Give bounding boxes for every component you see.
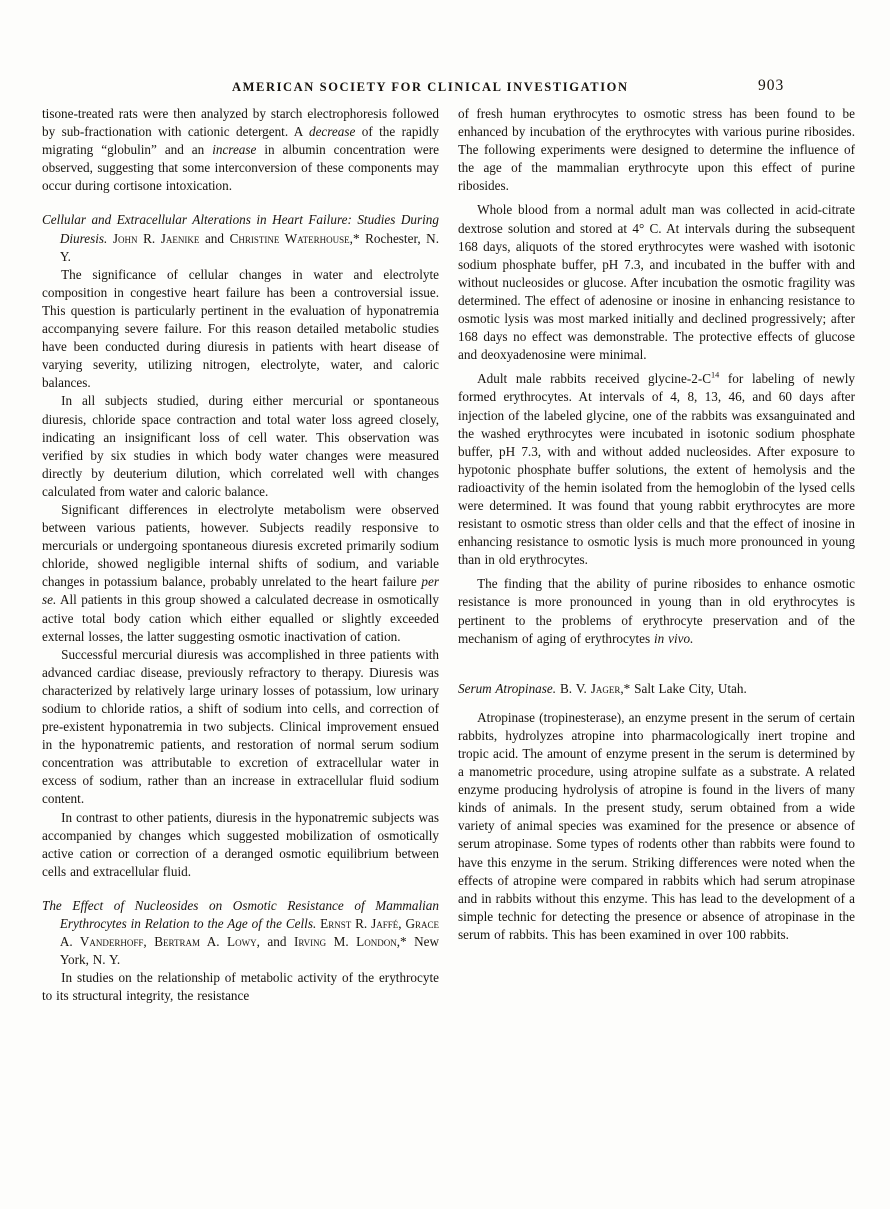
author-names: John R. Jaenike [112, 230, 200, 246]
abstract-heading [42, 211, 439, 265]
text-run: New York, N. Y. [59, 934, 439, 968]
page-number: 903 [758, 77, 785, 94]
two-column-text [42, 105, 855, 1006]
right-column [458, 105, 855, 1006]
author-names: Ernst R. Jaffé, Grace A. Vanderhoff, Bertram A. Lowy, [59, 916, 439, 950]
paragraph [42, 969, 439, 1005]
paragraph [42, 809, 439, 881]
italic-text: The Effect of Nucleosides on Osmotic Resistance of Mammalian Erythrocytes in Relation to the Age of the Cells. [42, 897, 439, 932]
text-run: of fresh human erythrocytes to osmotic stress has been found to be enhanced by incubation of the erythrocytes with various purine ribosides. The following experiments were designed to determine the influence of the age of the mammalian erythrocyte upon this effect of purine ribosides. [458, 106, 855, 194]
text-run: In studies on the relationship of metabolic activity of the erythrocyte to its structural integrity, the resistance [42, 970, 439, 1004]
paragraph [458, 370, 855, 569]
text-run: In contrast to other patients, diuresis in the hyponatremic subjects was accompanied by changes which suggested mobilization of osmotically active cation or correction of a deranged osmotic equilibrium between cells and extracellular fluid. [42, 809, 439, 879]
abstract-heading [42, 897, 439, 969]
text-run: Whole blood from a normal adult man was collected in acid-citrate dextrose solution and stored at 4° C. At intervals during the subsequent 168 days, aliquots of the stored erythrocytes were washed with isotonic sodium phosphate buffer, pH 7.3, and incubated in the buffer with and without nucleosides or glucose. After incubation the osmotic fragility was determined. The effect of adenosine or inosine in enhancing resistance to osmotic lysis was most marked initially and declined progressively; after 168 days no effect was demonstrable. The protective effects of glucose and deoxyadenosine were minimal. [458, 202, 855, 363]
italic-text: Cellular and Extracellular Alterations in Heart Failure: Studies During Diuresis. [42, 212, 439, 246]
paragraph [42, 266, 439, 393]
paragraph [458, 105, 855, 195]
paragraph [42, 392, 439, 501]
text-run: In all subjects studied, during either mercurial or spontaneous diuresis, chloride space contraction and total water loss agreed closely, indicating an insignificant loss of cell water. This observation was verified by six studies in which body water changes were measured directly by deuterium dilution, which correlated well with changes calculated from water and caloric balance. [42, 393, 439, 499]
running-head: AMERICAN SOCIETY FOR CLINICAL INVESTIGATION [232, 80, 629, 94]
author-names: Irving M. London,* [293, 934, 407, 950]
italic-text: increase [212, 142, 257, 158]
text-run: All patients in this group showed a calculated decrease in osmotically active total body cation which either equalled or slightly exceeded external losses, the latter suggesting osmotic inactivation of cation. [42, 592, 439, 644]
paragraph [458, 575, 855, 647]
paragraph [458, 201, 855, 364]
text-run: Salt Lake City, Utah. [630, 680, 747, 696]
text-run: Rochester, N. Y. [59, 230, 439, 264]
text-run: and [259, 934, 294, 950]
text-run: Atropinase (tropinesterase), an enzyme present in the serum of certain rabbits, hydrolyzes atropine into pharmacologically inert tropine and tropic acid. The amount of enzyme present in the serum is determined by a manometric procedure, using atropine sulfate as a substrate. A related enzyme producing hydrolysis of atropine is found in the livers of many kinds of animals. In the present study, serum obtained from a wide variety of animal species was examined for the presence or absence of serum atropinase. Some types of rodents other than rabbits were found to have this enzyme in the serum. Striking differences were noted when the effects of atropine were compared in rabbits which had serum atropinase and in rabbits without this enzyme. This has lead to the development of a simple technic for detecting the presence or absence of atropinase in the serum of rabbits. This has been examined in over 100 rabbits. [458, 709, 855, 942]
text-run: for labeling of newly formed erythrocytes. At intervals of 4, 8, 13, 46, and 60 days after injection of the labeled glycine, one of the rabbits was exsanguinated and the washed erythrocytes were incubated in isotonic sodium phosphate buffer, pH 7.3, with and without added nucleosides. After exposure to hypotonic phosphate buffer solutions, the extent of hemolysis and the radioactivity of the hemin isolated from the hemoglobin of the lysed cells were determined. It was found that young rabbit erythrocytes are more resistant to osmotic stress than older cells and that the effect of inosine in enhancing resistance to osmotic lysis is much more pronounced in young than in old erythrocytes. [458, 371, 855, 568]
text-run: tisone-treated rats were then analyzed by starch electrophoresis followed by sub-fractionation with cationic detergent. A [42, 106, 439, 140]
paragraph [458, 709, 855, 944]
text-run: Successful mercurial diuresis was accomplished in three patients with advanced cardiac disease, previously refractory to therapy. Diuresis was characterized by relatively large urinary losses of potassium, low urinary sodium to chloride ratios, a shift of sodium into cells, and correction of pre-existent hyponatremia in two subjects. Clinical improvement ensued in the hyponatremic patients, and restoration of normal serum sodium concentration was attributable to excretion of extracellular water in excess of sodium, rather than an increase in extracellular fluid sodium content. [42, 646, 439, 807]
author-names: B. V. Jager,* [559, 680, 631, 696]
left-column [42, 105, 439, 1006]
italic-text: decrease [308, 124, 356, 140]
text-run: of the rapidly migrating “globulin” and an [42, 124, 439, 158]
text-run: and [199, 230, 230, 246]
text-run: in albumin concentration were observed, suggesting that some interconversion of these components may occur during cortisone intoxication. [42, 142, 439, 194]
text-run: Adult male rabbits received glycine-2-C [477, 371, 712, 387]
text-run: The significance of cellular changes in water and electrolyte composition in congestive heart failure has been a controversial issue. This question is particularly pertinent in the evaluation of hyponatremia accompanying severe failure. For this reason detailed metabolic studies have been conducted during diuresis in patients with heart disease of varying severity, utilizing nitrogen, electrolyte, water, and caloric balances. [42, 266, 439, 391]
paragraph [42, 105, 439, 195]
abstract-heading [458, 680, 855, 698]
text-run: Significant differences in electrolyte metabolism were observed between various patients, however. Subjects readily responsive to mercurials or undergoing spontaneous diuresis excreted primarily sodium chloride, showed negligible internal shifts of sodium, and variable changes in potassium balance, probably unrelated to the heart failure [42, 501, 439, 590]
paragraph [42, 501, 439, 646]
italic-text: Serum Atropinase. [458, 680, 557, 696]
italic-text: in vivo. [654, 630, 694, 646]
author-names: Christine Waterhouse,* [229, 230, 360, 246]
text-run: The finding that the ability of purine ribosides to enhance osmotic resistance is more pronounced in young than in old erythrocytes is pertinent to the problems of erythrocyte preservation and of the mechanism of aging of erythrocytes [458, 576, 855, 646]
paragraph [42, 646, 439, 809]
italic-text: per se. [42, 574, 439, 608]
superscript: 14 [711, 370, 720, 380]
